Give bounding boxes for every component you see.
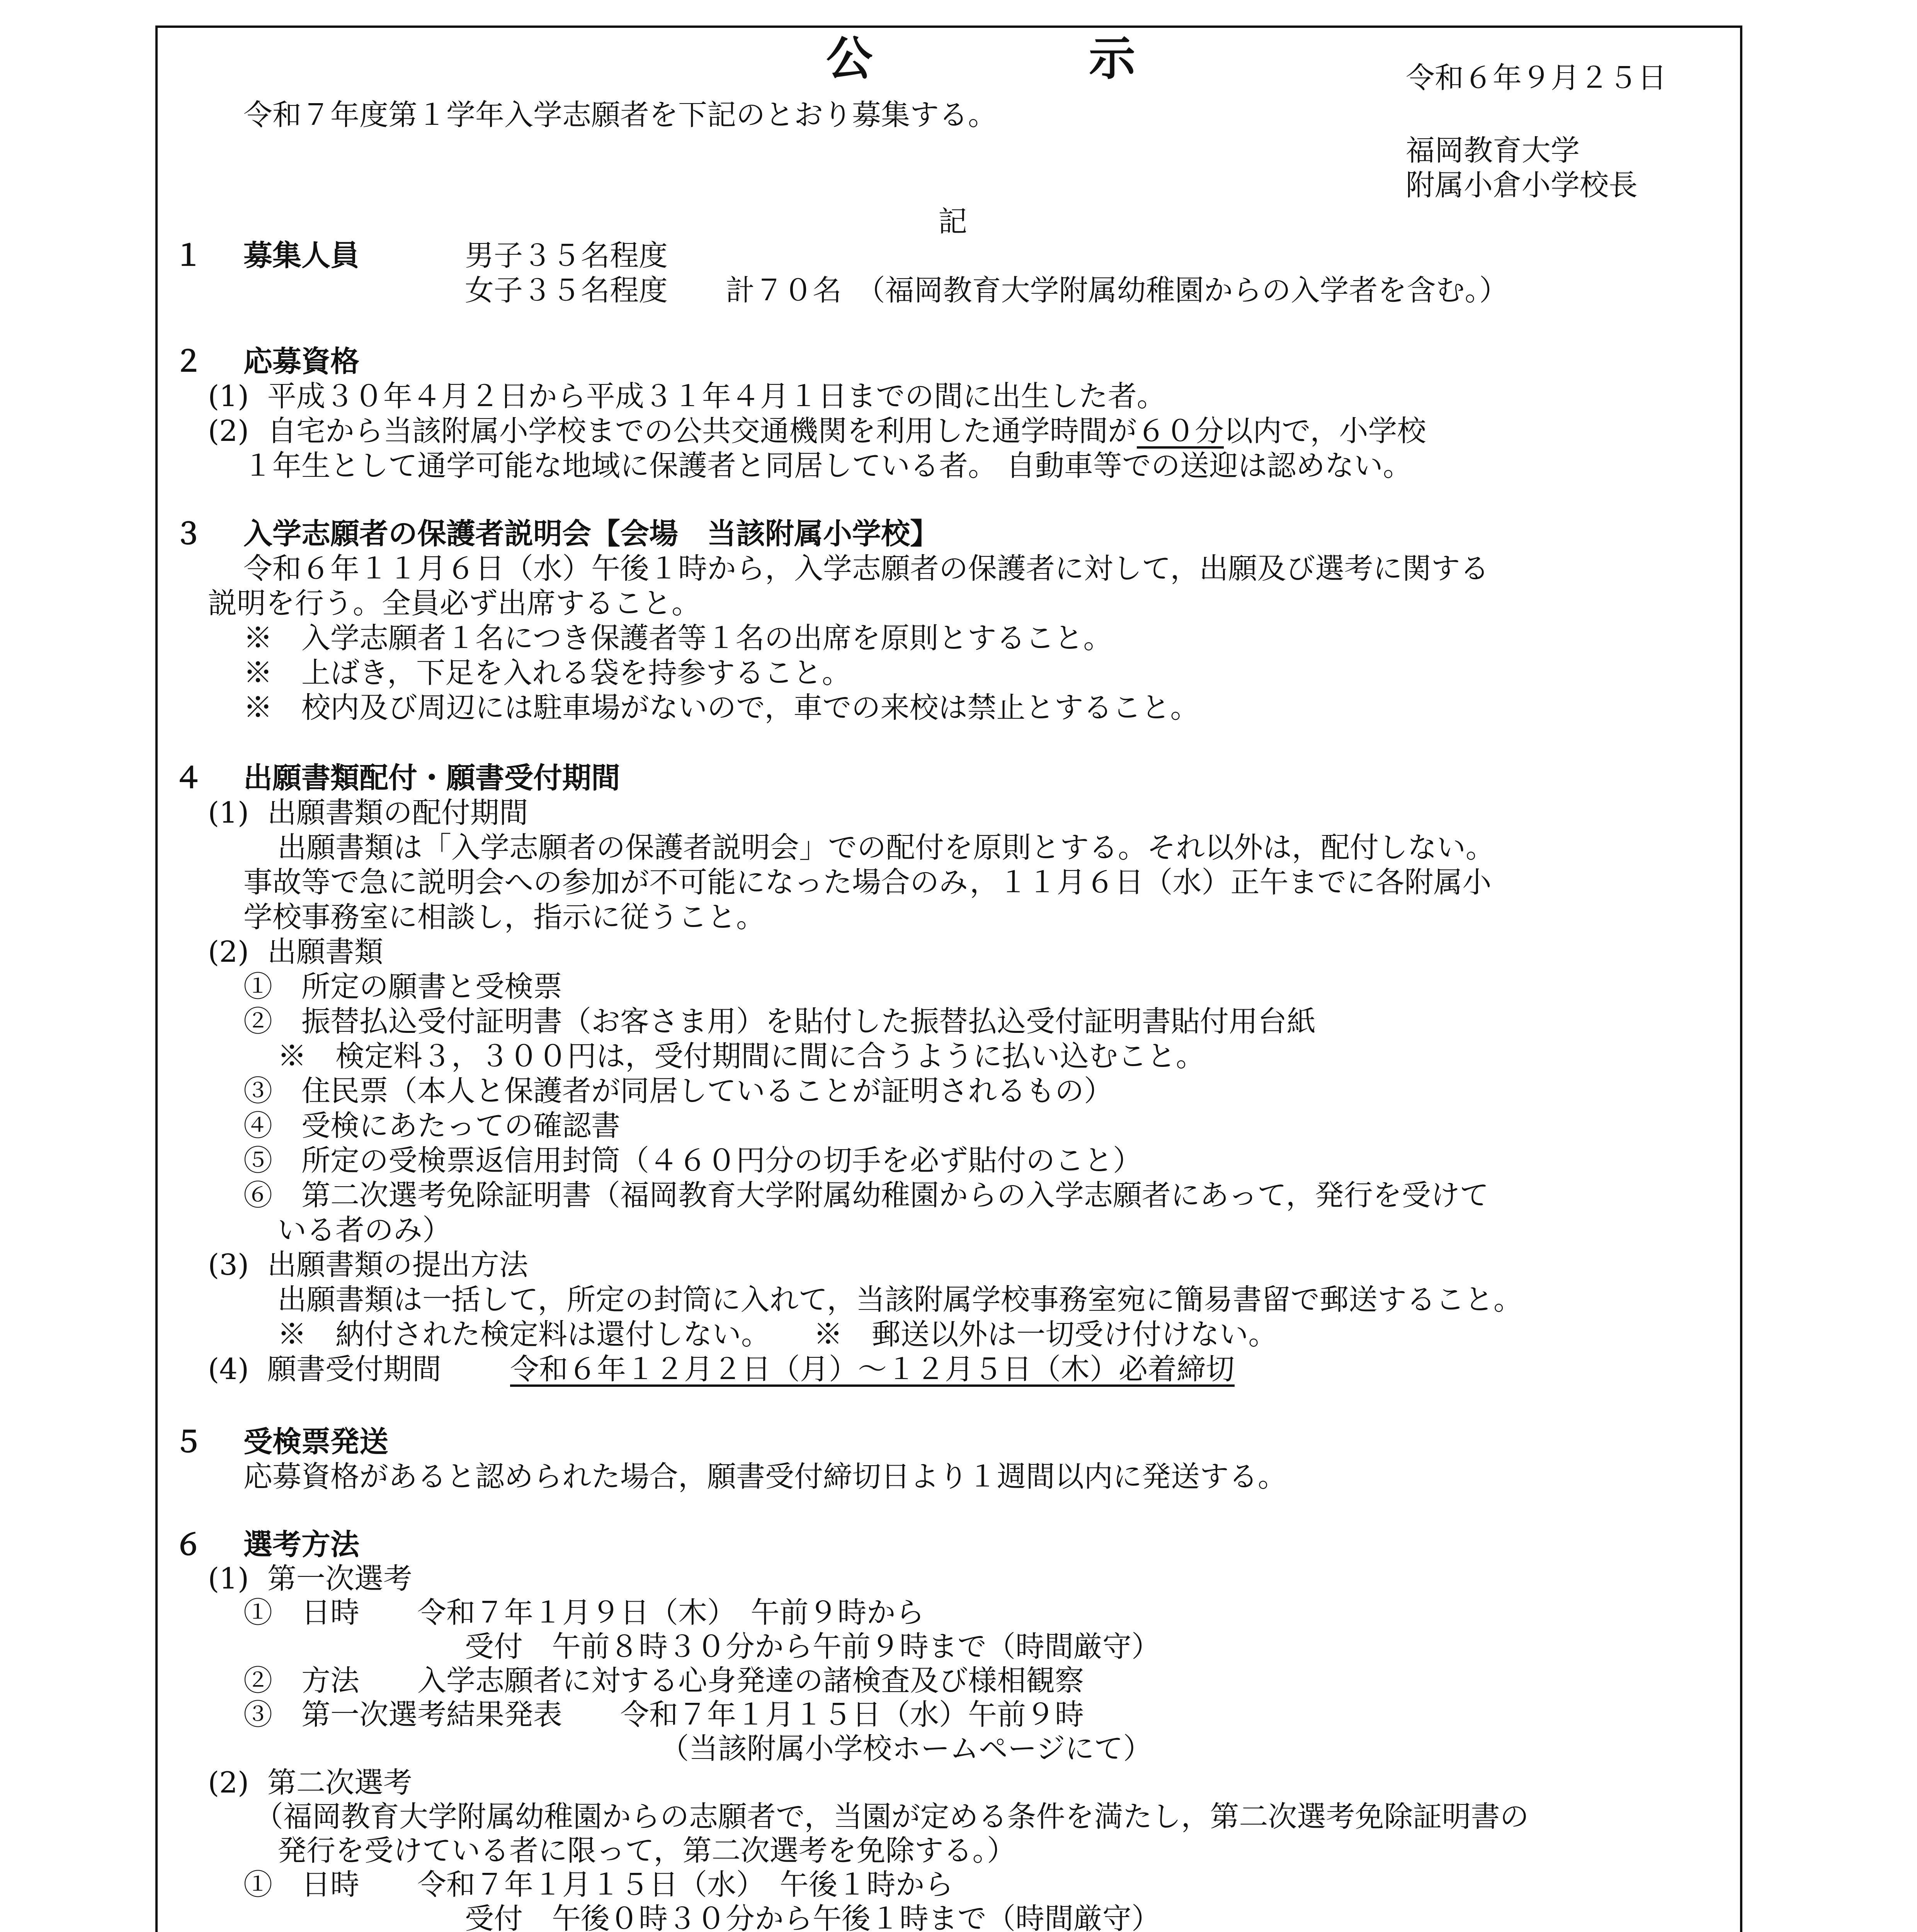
section-4-line: (1) 出願書類の配付期間 <box>208 796 528 830</box>
section-5-number: ５ <box>174 1425 203 1459</box>
section-3-line: 説明を行う。全員必ず出席すること。 <box>208 586 701 620</box>
section-6-line: 受付 午前８時３０分から午前９時まで（時間厳守） <box>465 1629 1161 1663</box>
section-3-title: 入学志願者の保護者説明会【会場 当該附属小学校】 <box>243 517 939 551</box>
ki-marker: 記 <box>938 204 968 238</box>
document-item: ⑥ 第二次選考免除証明書（福岡教育大学附属幼稚園からの入学志願者にあって，発行を受けて <box>243 1178 1489 1212</box>
section-6-line: ③ 第一次選考結果発表 令和７年１月１５日（水）午前９時 <box>243 1697 1084 1731</box>
section-6-line: ① 日時 令和７年１月９日（木） 午前９時から <box>243 1595 925 1629</box>
section-4-line: 学校事務室に相談し，指示に従うこと。 <box>243 900 765 934</box>
section-4-line: (4) 願書受付期間 <box>208 1352 441 1386</box>
section-4-line: (2) 出願書類 <box>208 935 383 969</box>
document-item-note: ※ 検定料３，３００円は，受付期間に間に合うように払い込むこと。 <box>277 1039 1205 1073</box>
underlined-time: ６０分 <box>1136 414 1224 448</box>
document-item: ① 所定の願書と受検票 <box>243 969 563 1003</box>
section-1-line: 女子３５名程度 計７０名 （福岡教育大学附属幼稚園からの入学者を含む。） <box>465 273 1509 307</box>
section-1-title: 募集人員 <box>243 238 360 272</box>
issuer-school: 附属小倉小学校長 <box>1406 168 1638 202</box>
section-6-line: （当該附属小学校ホームページにて） <box>660 1731 1152 1765</box>
section-1-line: 男子３５名程度 <box>465 238 668 272</box>
section-3-number: ３ <box>174 517 203 551</box>
section-3-note: ※ 上ばき，下足を入れる袋を持参すること。 <box>243 656 851 690</box>
section-4-line: 出願書類は一括して，所定の封筒に入れて，当該附属学校事務室宛に簡易書留で郵送すること。 <box>277 1282 1523 1316</box>
section-2-number: ２ <box>174 344 203 378</box>
section-6-title: 選考方法 <box>243 1527 360 1561</box>
document-item: いる者のみ） <box>277 1213 452 1247</box>
section-1-number: １ <box>174 238 203 272</box>
notice-frame <box>155 26 1742 1932</box>
section-2-line: (2) 自宅から当該附属小学校までの公共交通機関を利用した通学時間が６０分以内で，小学校 <box>208 414 1426 448</box>
section-6-line: ① 日時 令和７年１月１５日（水） 午後１時から <box>243 1867 954 1901</box>
section-3-note: ※ 校内及び周辺には駐車場がないので，車での来校は禁止とすること。 <box>243 690 1199 724</box>
section-4-line: 出願書類は「入学志願者の保護者説明会」での配付を原則とする。それ以外は，配付しない。 <box>277 830 1495 864</box>
section-6-line: ② 方法 入学志願者に対する心身発達の諸検査及び様相観察 <box>243 1663 1084 1697</box>
section-2-title: 応募資格 <box>243 344 360 378</box>
section-2-line: (1) 平成３０年４月２日から平成３１年４月１日までの間に出生した者。 <box>208 379 1166 413</box>
application-period: 令和６年１２月２日（月）～１２月５日（木）必着締切 <box>510 1352 1235 1386</box>
section-4-note: ※ 納付された検定料は還付しない。 ※ 郵送以外は一切受け付けない。 <box>277 1317 1277 1351</box>
issuer-university: 福岡教育大学 <box>1406 133 1580 167</box>
section-6-line: （福岡教育大学附属幼稚園からの志願者で，当園が定める条件を満たし，第二次選考免除証明書の <box>254 1799 1529 1833</box>
section-3-note: ※ 入学志願者１名につき保護者等１名の出席を原則とすること。 <box>243 621 1112 655</box>
section-6-number: ６ <box>174 1527 203 1561</box>
section-5-title: 受検票発送 <box>243 1425 389 1459</box>
section-3-line: 令和６年１１月６日（水）午後１時から，入学志願者の保護者に対して，出願及び選考に関する <box>243 551 1489 585</box>
document-item: ③ 住民票（本人と保護者が同居していることが証明されるもの） <box>243 1074 1113 1108</box>
section-2-line: １年生として通学可能な地域に保護者と同居している者。 自動車等での送迎は認めない。 <box>243 449 1412 483</box>
section-6-line: (1) 第一次選考 <box>208 1561 412 1595</box>
section-4-title: 出願書類配付・願書受付期間 <box>243 761 621 795</box>
section-6-line: 受付 午後０時３０分から午後１時まで（時間厳守） <box>465 1901 1161 1932</box>
document-item: ④ 受検にあたっての確認書 <box>243 1109 621 1143</box>
section-6-line: (2) 第二次選考 <box>208 1765 412 1799</box>
section-4-line: 事故等で急に説明会への参加が不可能になった場合のみ，１１月６日（水）正午までに各附属小 <box>243 865 1492 899</box>
notice-date: 令和６年９月２５日 <box>1406 61 1667 95</box>
section-5-line: 応募資格があると認められた場合，願書受付締切日より１週間以内に発送する。 <box>243 1459 1287 1493</box>
section-4-number: ４ <box>174 761 203 795</box>
document-item: ⑤ 所定の受検票返信用封筒（４６０円分の切手を必ず貼付のこと） <box>243 1143 1142 1177</box>
intro-text: 令和７年度第１学年入学志願者を下記のとおり募集する。 <box>243 98 997 132</box>
section-4-line: (3) 出願書類の提出方法 <box>208 1248 528 1282</box>
notice-title: 公 示 <box>826 31 1220 86</box>
section-6-line: 発行を受けている者に限って，第二次選考を免除する。） <box>277 1833 1016 1867</box>
document-item: ② 振替払込受付証明書（お客さま用）を貼付した振替払込受付証明書貼付用台紙 <box>243 1004 1316 1038</box>
